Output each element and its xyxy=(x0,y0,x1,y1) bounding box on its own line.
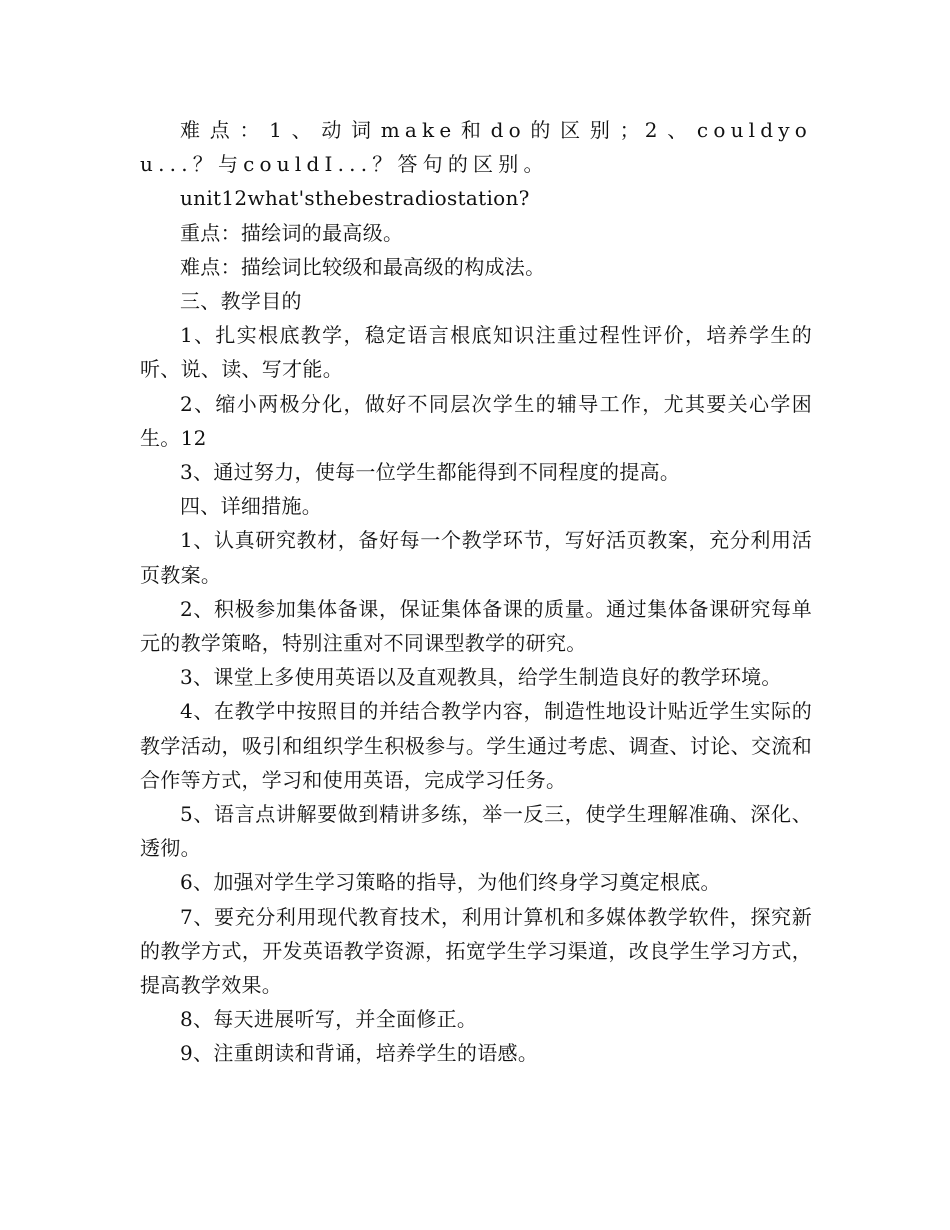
paragraph-difficulty-unit11: 难点：1、动词make和do的区别；2、couldyou...？与couldI...？答句的区别。 xyxy=(140,118,812,177)
section-heading-teaching-goals: 三、教学目的 xyxy=(180,289,302,314)
paragraph-goal-3: 3、通过努力，使每一位学生都能得到不同程度的提高。 xyxy=(180,460,681,485)
paragraph-measure-7: 7、要充分利用现代教育技术，利用计算机和多媒体教学软件，探究新的教学方式，开发英语教学资源，拓宽学生学习渠道，改良学生学习方式，提高教学效果。 xyxy=(140,904,812,998)
paragraph-measure-6: 6、加强对学生学习策略的指导，为他们终身学习奠定根底。 xyxy=(180,870,721,895)
paragraph-measure-8: 8、每天进展听写，并全面修正。 xyxy=(180,1007,478,1032)
document-body xyxy=(140,113,812,1071)
section-heading-measures: 四、详细措施。 xyxy=(180,494,323,519)
paragraph-measure-3: 3、课堂上多使用英语以及直观教具，给学生制造良好的教学环境。 xyxy=(180,665,782,690)
paragraph-key-point: 重点：描绘词的最高级。 xyxy=(180,220,404,245)
paragraph-goal-2: 2、缩小两极分化，做好不同层次学生的辅导工作，尤其要关心学困生。12 xyxy=(140,391,812,450)
paragraph-measure-5: 5、语言点讲解要做到精讲多练，举一反三，使学生理解准确、深化、透彻。 xyxy=(140,802,812,861)
paragraph-difficulty-unit12: 难点：描绘词比较级和最高级的构成法。 xyxy=(180,254,546,279)
paragraph-unit12-title: unit12what'sthebestradiostation? xyxy=(180,186,530,211)
paragraph-goal-1: 1、扎实根底教学，稳定语言根底知识注重过程性评价，培养学生的听、说、读、写才能。 xyxy=(140,323,812,382)
paragraph-measure-2: 2、积极参加集体备课，保证集体备课的质量。通过集体备课研究每单元的教学策略，特别注重对不同课型教学的研究。 xyxy=(140,596,812,656)
paragraph-measure-4: 4、在教学中按照目的并结合教学内容，制造性地设计贴近学生实际的教学活动，吸引和组织学生积极参与。学生通过考虑、调查、讨论、交流和合作等方式，学习和使用英语，完成学习任务。 xyxy=(140,699,812,792)
paragraph-measure-1: 1、认真研究教材，备好每一个教学环节，写好活页教案，充分利用活页教案。 xyxy=(140,528,812,587)
paragraph-measure-9: 9、注重朗读和背诵，培养学生的语感。 xyxy=(180,1041,539,1066)
